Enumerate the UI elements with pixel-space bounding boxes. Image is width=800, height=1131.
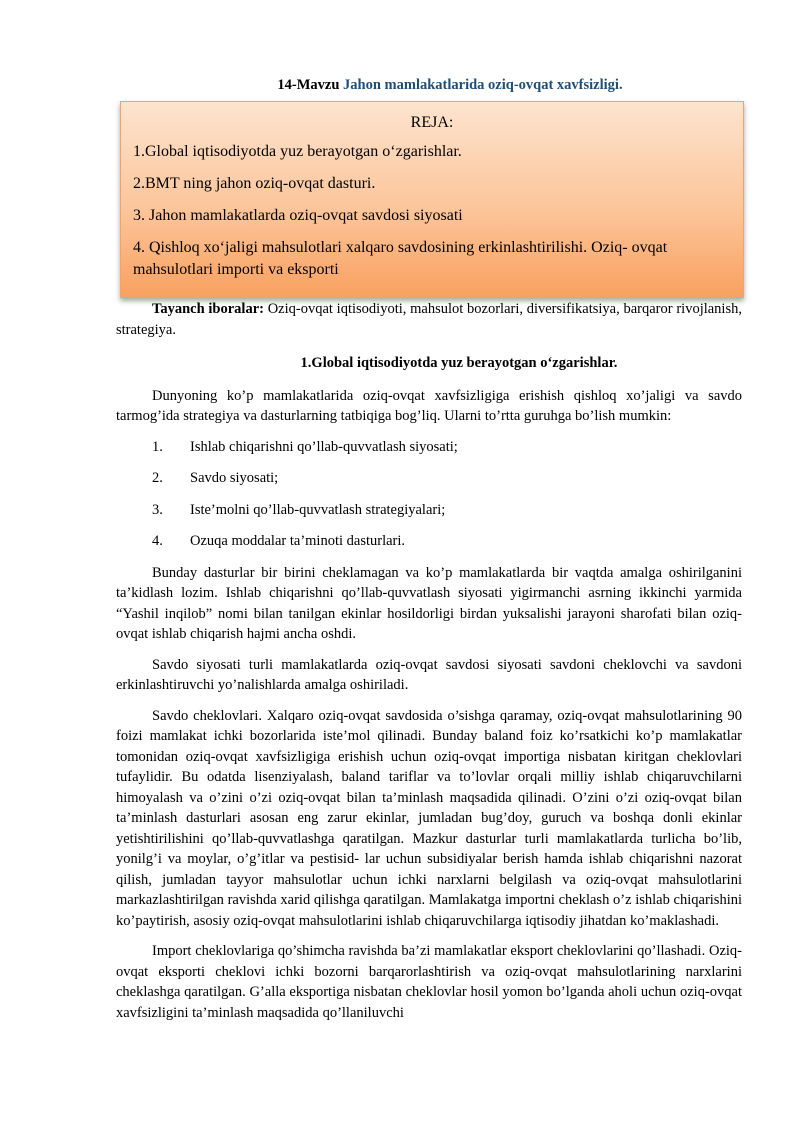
plan-item: 4. Qishloq xo‘jaligi mahsulotlari xalqaro savdosining erkinlashtirilishi. Oziq- ovqat mahsulotlari importi va eksporti (133, 239, 668, 278)
list-text: Iste’molni qo’llab-quvvatlash strategiyalari; (190, 501, 446, 518)
plan-item: 3. Jahon mamlakatlarda oziq-ovqat savdosi siyosati (133, 207, 463, 224)
body-paragraph: Savdo cheklovlari. Xalqaro oziq-ovqat savdosida o’sishga qaramay, oziq-ovqat mahsulotlarining 90 foizi mamlakat ichki bozorlarida iste’mol qilinadi. Bunday baland foiz ko’rsatkichi ko’p mamlakatlar tomonidan oziq-ovqat xavfsizligiga erishish uchun oziq-ovqat importiga nisbatan kiritgan cheklovlari tufaylidir. Bu odatda lisenziyalash, baland tariflar va to’lovlar orqali milliy ishlab chiqaruvchilarni himoyalash va o’zini o’zi oziq-ovqat bilan ta’minlash maqsadida qilinadi. O’zini o’zi oziq-ovqat bilan ta’minlash dasturlari asosan eng zarur ekinlar, jumladan bug’doy, guruch va boshqa donli ekinlar yetishtirilishini qo’llab-quvvatlashga qaratilgan. Mazkur dasturlar turli mamlakatlarda turlicha bo’lib, yonilg’i va moylar, o’g’itlar va pestisid- lar uchun subsidiyalar berish hamda ishlab chiqarishni nazorat qilish, jumladan tayyor mahsulotlar uchun ichki narxlarni belgilash va oziq-ovqat mahsulotlarini markazlashtirilgan ravishda xarid qilishga qaratilgan. Mamlakatga importni cheklash o’z ishlab chiqarishini ko’paytirish, asosiy oziq-ovqat mahsulotlarini ishlab chiqaruvchilarga iqtisodiy jihatdan ko’maklashadi. (116, 707, 742, 929)
list-item (116, 468, 742, 489)
body-paragraph: Import cheklovlariga qo’shimcha ravishda ba’zi mamlakatlar eksport cheklovlarini qo’llashadi. Oziq-ovqat eksporti cheklovi ichki bozorni barqarorlashtirish va oziq-ovqat mahsulotlarining narxlarini cheklashga qaratilgan. G’alla eksportiga nisbatan cheklovlar hosil yomon bo’lganda aholi uchun oziq-ovqat xavfsizligini ta’minlash maqsadida qo’llaniluvchi (116, 943, 742, 1021)
plan-heading: REJA: (410, 114, 454, 131)
plan-item: 1.Global iqtisodiyotda yuz berayotgan o‘zgarishlar. (133, 143, 462, 160)
keywords-paragraph (116, 299, 742, 340)
list-item (116, 500, 742, 521)
title-topic: Jahon mamlakatlarida oziq-ovqat xavfsizligi. (343, 77, 623, 93)
list-text: Ishlab chiqarishni qo’llab-quvvatlash siyosati; (190, 438, 458, 455)
keywords-text: Oziq-ovqat iqtisodiyoti, mahsulot bozorlari, diversifikatsiya, barqaror rivojlanish, strategiya. (116, 301, 742, 338)
list-number: 4. (152, 533, 163, 549)
document-title (0, 77, 800, 94)
intro-paragraph: Dunyoning ko’p mamlakatlarida oziq-ovqat xavfsizligiga erishish qishloq xo’jaligi va savdo tarmog’ida strategiya va dasturlarning tatbiqiga bog’liq. Ularni to’rtta guruhga bo’lish mumkin: (116, 387, 742, 424)
plan-box (120, 101, 744, 298)
list-number: 1. (152, 438, 163, 455)
list-text: Savdo siyosati; (190, 470, 279, 486)
keywords-label: Tayanch iboralar: (152, 301, 264, 317)
list-item (116, 437, 742, 458)
title-prefix: 14-Mavzu (277, 77, 344, 93)
plan-item: 2.BMT ning jahon oziq-ovqat dasturi. (133, 175, 376, 192)
list-text: Ozuqa moddalar ta’minoti dasturlari. (190, 533, 406, 549)
body-paragraph: Savdo siyosati turli mamlakatlarda oziq-ovqat savdosi siyosati savdoni cheklovchi va savdoni erkinlashtiruvchi yo’nalishlarda amalga oshiriladi. (116, 656, 742, 693)
section-title: 1.Global iqtisodiyotda yuz berayotgan o‘zgarishlar. (300, 355, 618, 371)
list-number: 2. (152, 470, 163, 486)
list-item (116, 531, 742, 552)
document-body (116, 299, 742, 1033)
body-paragraph: Bunday dasturlar bir birini cheklamagan va ko’p mamlakatlarda bir vaqtda amalga oshirilganini ta’kidlash lozim. Ishlab chiqarishni qo’llab-quvvatlash siyosati yigirmanchi asrning ikkinchi yarmida “Yashil inqilob” nomi bilan tanilgan ekinlar hosildorligi birdan yuksalishi jarayoni sharofati bilan oziq-ovqat ishlab chiqarish hajmi ancha oshdi. (116, 564, 742, 642)
list-number: 3. (152, 501, 163, 518)
